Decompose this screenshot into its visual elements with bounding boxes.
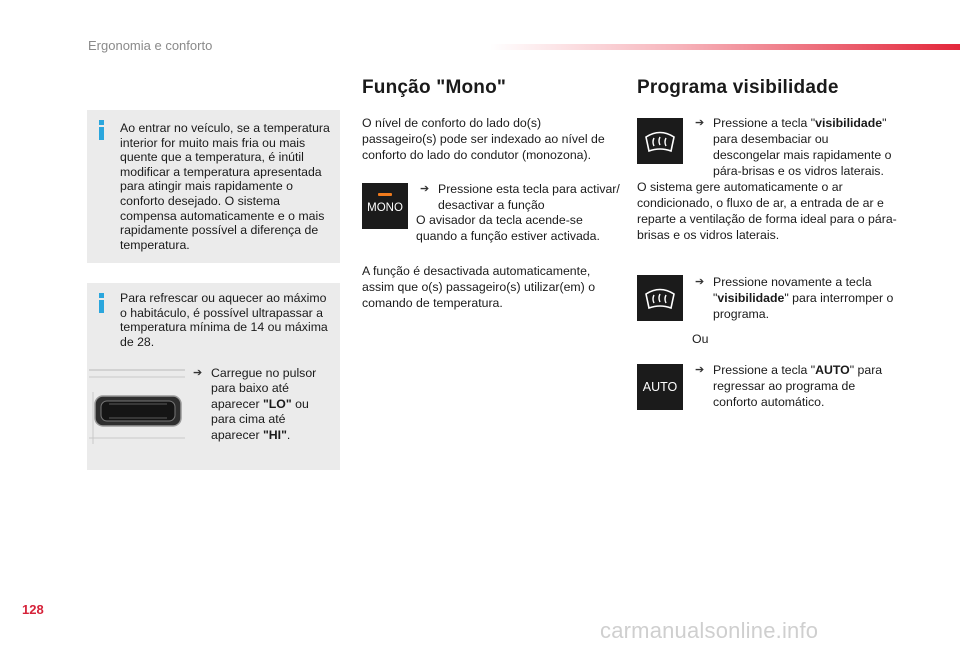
arrow-icon: ➔ [420,183,430,195]
mono-heading: Função "Mono" [362,77,507,98]
arrow-icon: ➔ [695,117,705,129]
visibility-heading: Programa visibilidade [637,77,839,98]
temperature-rocker-illustration [87,366,187,446]
info-box-text: Para refrescar ou aquecer ao máximo o habitáculo, é possível ultrapassar a temperatura mínima de 14 ou máxima de 28. [120,291,328,349]
arrow-icon: ➔ [193,367,203,379]
info-box-temperature [87,110,340,263]
visibility-description: O sistema gere automaticamente o ar condicionado, o fluxo de ar, a entrada de ar e reparte a ventilação de forma ideal para o pára-brisas e os vidros laterais. [637,180,897,242]
mono-outro: A função é desactivada automaticamente, assim que o(s) passageiro(s) utilizar(em) o comando de temperatura. [362,264,596,310]
visibility-instruction-2: ➔ Pressione novamente a tecla "visibilidade" para interromper o programa. [695,275,894,321]
section-title: Ergonomia e conforto [88,38,213,53]
mono-indicator-note: O avisador da tecla acende-se quando a função estiver activada. [416,213,600,243]
mono-key [362,183,408,229]
visibility-key-2 [637,275,683,321]
header-accent-bar [490,44,960,50]
page-number: 128 [22,602,44,617]
auto-instruction: ➔ Pressione a tecla "AUTO" para regressar ao programa de conforto automático. [695,363,883,409]
arrow-icon: ➔ [695,276,705,288]
info-icon [99,293,104,313]
auto-key [637,364,683,410]
mono-intro: O nível de conforto do lado do(s) passageiro(s) pode ser indexado ao nível de conforto do lado do condutor (monozona). [362,116,605,162]
indicator-led [378,193,392,196]
windscreen-demist-icon [637,118,683,164]
info-icon [99,120,104,140]
visibility-instruction-1: ➔ Pressione a tecla "visibilidade" para desembaciar ou descongelar mais rapidamente o pára-brisas e os vidros laterais. [695,116,892,178]
mono-instruction: ➔ Pressione esta tecla para activar/ desactivar a função [420,182,620,212]
mono-key-label: MONO [367,202,403,214]
rocker-instruction: ➔ Carregue no pulsor para baixo até aparecer "LO" ou para cima até aparecer "HI". [193,366,317,442]
watermark: carmanualsonline.info [600,618,819,643]
info-box-max-temperature [87,283,340,470]
arrow-icon: ➔ [695,364,705,376]
or-label: Ou [692,332,709,346]
visibility-key [637,118,683,164]
windscreen-demist-icon [637,275,683,321]
auto-key-label: AUTO [642,380,678,394]
info-box-text: Ao entrar no veículo, se a temperatura interior for muito mais fria ou mais quente que a temperatura, é inútil modificar a temperatura apresentada para atingir mais rapidamente o conforto desejado. O sistema compensa automaticamente e o mais rapidamente possível a diferença de temperatura. [120,121,330,252]
